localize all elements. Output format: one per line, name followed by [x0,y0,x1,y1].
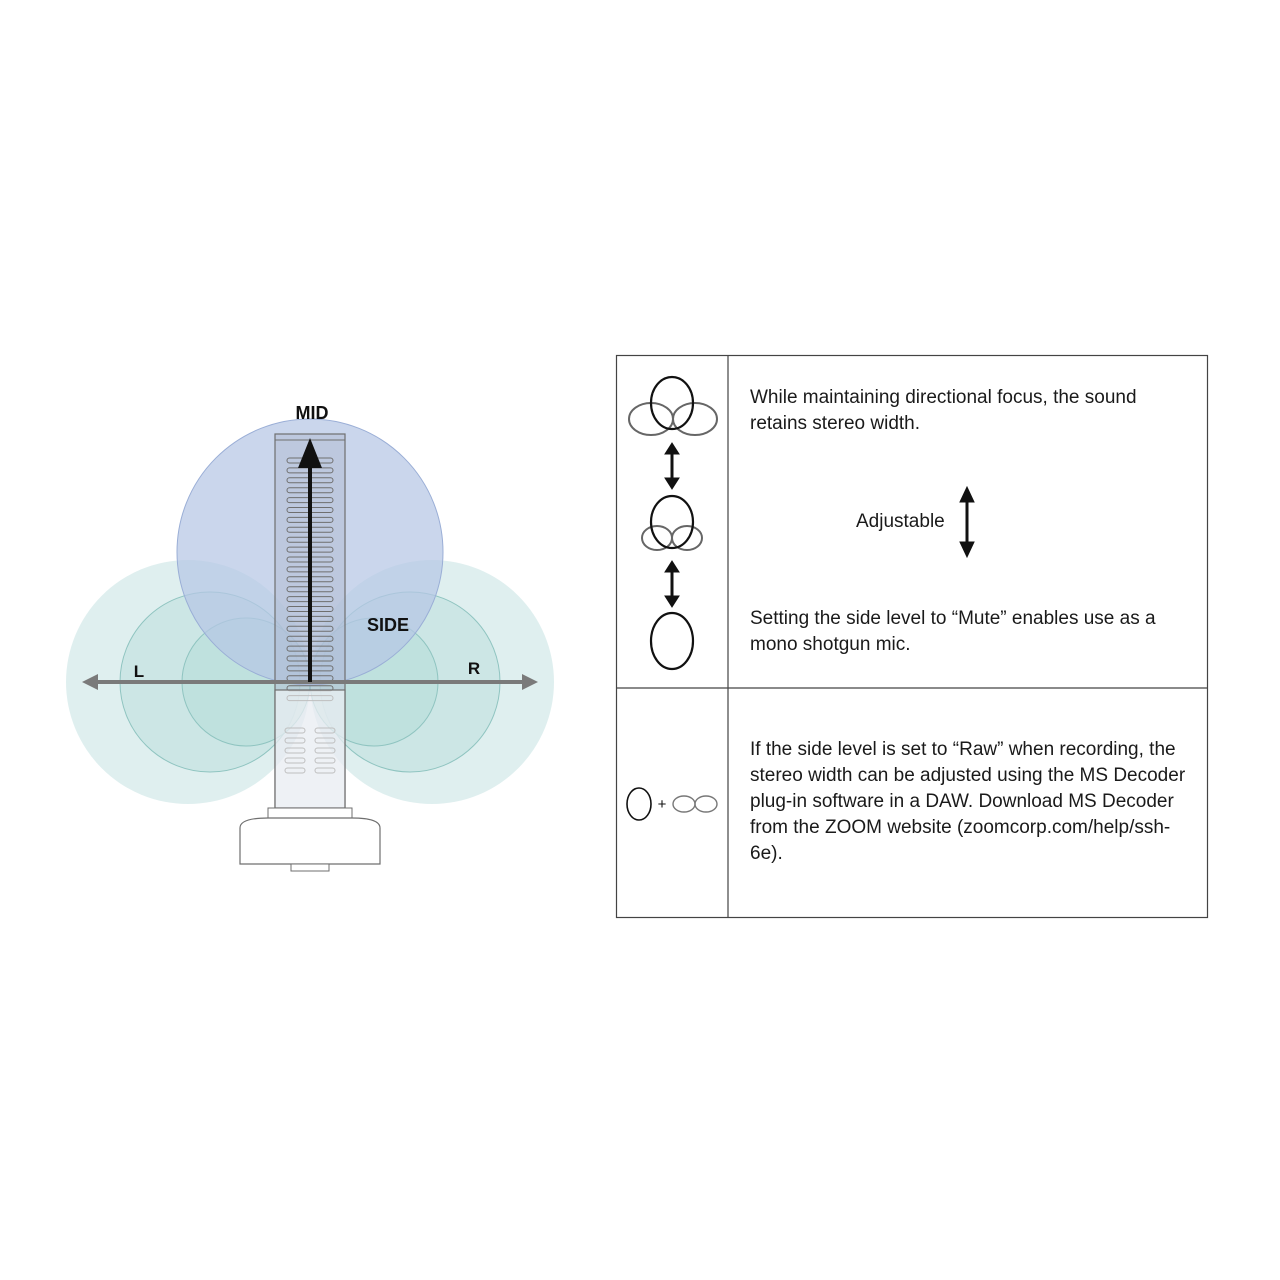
plus-sign: + [657,796,667,813]
mid-label: MID [295,403,329,423]
raw-description: If the side level is set to “Raw” when recording, the stereo width can be adjusted using the MS Decoder plug-in software in a DAW. Download MS Decoder from the ZOOM website (zoomcorp.com/help/ssh-6e). [750,739,1186,864]
wide-pattern-description: While maintaining directional focus, the sound retains stereo width. [750,387,1137,434]
wide-ms-pattern-icon [629,377,717,435]
mute-description: Setting the side level to “Mute” enables use as a mono shotgun mic. [750,608,1156,655]
narrow-ms-pattern-icon [642,496,702,550]
adjustable-label: Adjustable [856,511,945,532]
side-label: SIDE [366,615,410,635]
right-label: R [467,659,481,678]
double-arrow-icon [665,561,679,607]
mid-plus-side-icon [627,788,717,820]
double-arrow-icon [665,443,679,489]
mono-pattern-icon [651,613,693,669]
left-label: L [133,662,145,681]
